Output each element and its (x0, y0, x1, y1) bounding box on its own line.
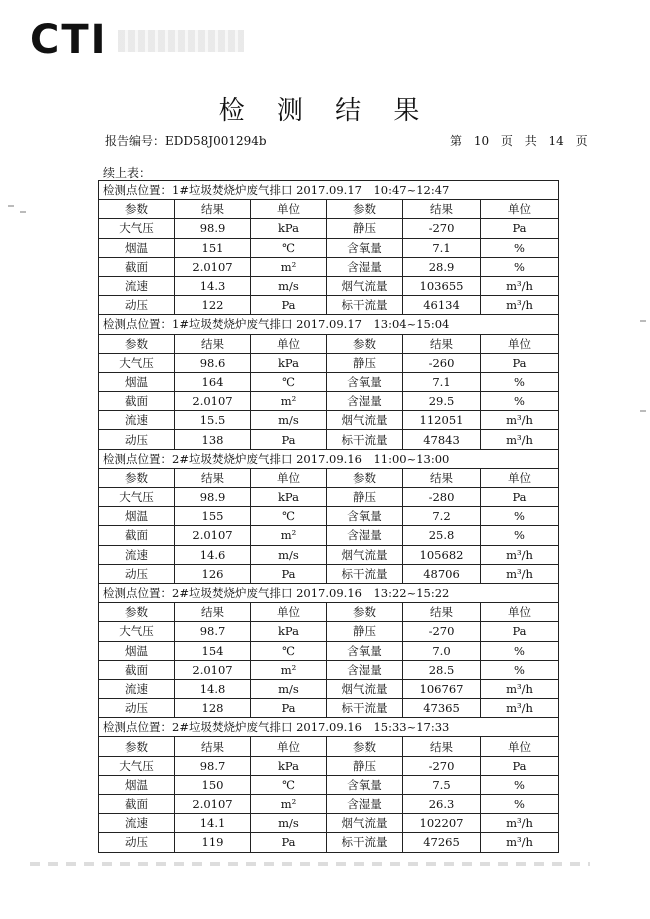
table-cell: 烟温 (99, 238, 175, 257)
table-cell: ℃ (251, 641, 327, 660)
table-cell: m³/h (481, 430, 559, 449)
table-cell: % (481, 257, 559, 276)
table-cell: 151 (175, 238, 251, 257)
table-row (99, 526, 559, 545)
column-header: 参数 (327, 603, 403, 622)
table-row (99, 564, 559, 583)
measurement-block (98, 315, 559, 449)
table-cell: 105682 (403, 545, 481, 564)
table-row (99, 488, 559, 507)
column-header: 参数 (327, 468, 403, 487)
table-cell: 46134 (403, 296, 481, 315)
column-header: 结果 (403, 603, 481, 622)
location-row: 检测点位置：1#垃圾焚烧炉废气排口 2017.09.17 13:04~15:04 (99, 315, 559, 334)
table-cell: 烟气流量 (327, 411, 403, 430)
table-row (99, 756, 559, 775)
table-cell: kPa (251, 488, 327, 507)
table-cell: 标干流量 (327, 296, 403, 315)
table-row (99, 276, 559, 295)
table-cell: 静压 (327, 488, 403, 507)
table-cell: 含氧量 (327, 238, 403, 257)
scan-mark (8, 205, 14, 207)
table-cell: 14.3 (175, 276, 251, 295)
table-row (99, 411, 559, 430)
table-cell: -280 (403, 488, 481, 507)
table-cell: 大气压 (99, 219, 175, 238)
table-cell: 2.0107 (175, 257, 251, 276)
column-header: 参数 (327, 737, 403, 756)
table-cell: 流速 (99, 545, 175, 564)
table-cell: 烟温 (99, 641, 175, 660)
table-cell: 14.8 (175, 679, 251, 698)
table-cell: 截面 (99, 795, 175, 814)
logo-faint-text (118, 30, 244, 52)
column-header: 单位 (481, 334, 559, 353)
table-cell: m/s (251, 679, 327, 698)
table-cell: 烟气流量 (327, 814, 403, 833)
table-cell: 15.5 (175, 411, 251, 430)
column-header: 参数 (99, 334, 175, 353)
table-cell: 7.2 (403, 507, 481, 526)
table-cell: 标干流量 (327, 833, 403, 852)
table-cell: m³/h (481, 545, 559, 564)
table-cell: 25.8 (403, 526, 481, 545)
table-row (99, 507, 559, 526)
table-cell: % (481, 238, 559, 257)
table-cell: m/s (251, 276, 327, 295)
table-row (99, 679, 559, 698)
table-cell: 2.0107 (175, 392, 251, 411)
table-cell: Pa (251, 296, 327, 315)
table-cell: 流速 (99, 814, 175, 833)
footer-scan-noise (30, 862, 590, 866)
table-cell: kPa (251, 219, 327, 238)
column-header: 单位 (251, 200, 327, 219)
column-header: 参数 (327, 200, 403, 219)
column-header: 结果 (175, 200, 251, 219)
measurement-block (98, 450, 559, 584)
table-cell: -260 (403, 353, 481, 372)
table-cell: 47843 (403, 430, 481, 449)
column-header: 参数 (99, 200, 175, 219)
column-header: 单位 (251, 334, 327, 353)
table-cell: 29.5 (403, 392, 481, 411)
table-cell: m³/h (481, 679, 559, 698)
table-row (99, 699, 559, 718)
scan-mark (640, 320, 646, 322)
table-cell: % (481, 775, 559, 794)
table-cell: 含氧量 (327, 507, 403, 526)
column-header: 结果 (175, 468, 251, 487)
table-cell: 静压 (327, 353, 403, 372)
table-cell: 含湿量 (327, 526, 403, 545)
table-cell: Pa (481, 488, 559, 507)
table-row (99, 353, 559, 372)
table-cell: 含氧量 (327, 372, 403, 391)
table-cell: 动压 (99, 564, 175, 583)
table-cell: m³/h (481, 814, 559, 833)
column-header: 结果 (403, 468, 481, 487)
table-row (99, 641, 559, 660)
table-cell: 含氧量 (327, 641, 403, 660)
table-cell: 烟温 (99, 372, 175, 391)
table-cell: 截面 (99, 257, 175, 276)
table-cell: 大气压 (99, 353, 175, 372)
table-cell: Pa (481, 756, 559, 775)
column-header: 单位 (251, 737, 327, 756)
table-cell: 标干流量 (327, 699, 403, 718)
table-cell: -270 (403, 756, 481, 775)
table-cell: m³/h (481, 699, 559, 718)
table-cell: 截面 (99, 392, 175, 411)
table-cell: 静压 (327, 756, 403, 775)
table-cell: 标干流量 (327, 564, 403, 583)
column-header: 结果 (403, 200, 481, 219)
location-row: 检测点位置：2#垃圾焚烧炉废气排口 2017.09.16 15:33~17:33 (99, 718, 559, 737)
table-row (99, 430, 559, 449)
column-header: 结果 (175, 334, 251, 353)
table-cell: -270 (403, 219, 481, 238)
table-cell: 烟气流量 (327, 545, 403, 564)
column-header: 单位 (251, 468, 327, 487)
measurement-block (98, 718, 559, 852)
table-cell: 截面 (99, 526, 175, 545)
table-cell: 98.9 (175, 488, 251, 507)
table-cell: 7.1 (403, 238, 481, 257)
table-cell: m³/h (481, 296, 559, 315)
table-cell: 14.6 (175, 545, 251, 564)
table-cell: 大气压 (99, 488, 175, 507)
table-row (99, 219, 559, 238)
table-row (99, 814, 559, 833)
table-cell: kPa (251, 622, 327, 641)
table-cell: 烟气流量 (327, 679, 403, 698)
table-row (99, 296, 559, 315)
column-header: 参数 (99, 468, 175, 487)
table-cell: -270 (403, 622, 481, 641)
table-cell: 大气压 (99, 756, 175, 775)
table-cell: % (481, 641, 559, 660)
scan-mark (20, 211, 26, 213)
table-cell: 动压 (99, 296, 175, 315)
table-cell: 动压 (99, 699, 175, 718)
table-cell: 128 (175, 699, 251, 718)
table-cell: m³/h (481, 276, 559, 295)
table-cell: 103655 (403, 276, 481, 295)
table-cell: m² (251, 392, 327, 411)
table-cell: % (481, 795, 559, 814)
table-cell: % (481, 660, 559, 679)
table-cell: 含湿量 (327, 257, 403, 276)
table-cell: 28.9 (403, 257, 481, 276)
table-cell: m/s (251, 411, 327, 430)
table-cell: Pa (481, 622, 559, 641)
table-cell: 106767 (403, 679, 481, 698)
table-cell: Pa (251, 699, 327, 718)
table-cell: 2.0107 (175, 795, 251, 814)
table-row (99, 795, 559, 814)
table-row (99, 833, 559, 852)
table-cell: % (481, 526, 559, 545)
location-row: 检测点位置：2#垃圾焚烧炉废气排口 2017.09.16 11:00~13:00 (99, 450, 559, 469)
table-cell: 155 (175, 507, 251, 526)
table-row (99, 238, 559, 257)
column-header: 结果 (175, 603, 251, 622)
table-row (99, 257, 559, 276)
table-cell: 119 (175, 833, 251, 852)
table-cell: 98.6 (175, 353, 251, 372)
table-cell: 164 (175, 372, 251, 391)
location-row: 检测点位置：1#垃圾焚烧炉废气排口 2017.09.17 10:47~12:47 (99, 181, 559, 200)
column-header: 单位 (481, 603, 559, 622)
table-cell: 含湿量 (327, 795, 403, 814)
measurement-block (98, 180, 559, 315)
table-cell: 122 (175, 296, 251, 315)
table-cell: % (481, 507, 559, 526)
table-cell: 47265 (403, 833, 481, 852)
column-header: 单位 (481, 737, 559, 756)
table-cell: 48706 (403, 564, 481, 583)
table-cell: 47365 (403, 699, 481, 718)
page-info: 第 10 页 共 14 页 (450, 134, 588, 148)
table-cell: 150 (175, 775, 251, 794)
column-header: 单位 (481, 468, 559, 487)
table-cell: Pa (251, 833, 327, 852)
table-cell: 烟温 (99, 507, 175, 526)
table-cell: 28.5 (403, 660, 481, 679)
column-header: 结果 (403, 334, 481, 353)
table-cell: m/s (251, 814, 327, 833)
table-cell: Pa (481, 353, 559, 372)
table-cell: 102207 (403, 814, 481, 833)
table-cell: 静压 (327, 219, 403, 238)
table-cell: Pa (481, 219, 559, 238)
scan-mark (640, 410, 646, 412)
table-cell: 含湿量 (327, 392, 403, 411)
column-header: 单位 (481, 200, 559, 219)
table-cell: 154 (175, 641, 251, 660)
table-row (99, 622, 559, 641)
table-cell: 动压 (99, 430, 175, 449)
table-row (99, 372, 559, 391)
table-cell: m² (251, 526, 327, 545)
table-cell: 大气压 (99, 622, 175, 641)
table-cell: ℃ (251, 372, 327, 391)
table-cell: 烟气流量 (327, 276, 403, 295)
table-cell: % (481, 372, 559, 391)
table-cell: 流速 (99, 679, 175, 698)
table-cell: 静压 (327, 622, 403, 641)
table-cell: m/s (251, 545, 327, 564)
table-cell: m³/h (481, 411, 559, 430)
table-row (99, 545, 559, 564)
continued-label: 续上表： (103, 166, 152, 180)
table-cell: ℃ (251, 775, 327, 794)
table-cell: 流速 (99, 411, 175, 430)
company-logo: CTI (30, 17, 108, 63)
table-cell: 7.0 (403, 641, 481, 660)
table-cell: 烟温 (99, 775, 175, 794)
column-header: 结果 (403, 737, 481, 756)
table-cell: m³/h (481, 833, 559, 852)
table-cell: m² (251, 660, 327, 679)
table-cell: 98.7 (175, 756, 251, 775)
table-cell: 流速 (99, 276, 175, 295)
table-cell: 26.3 (403, 795, 481, 814)
table-cell: 2.0107 (175, 526, 251, 545)
table-cell: 14.1 (175, 814, 251, 833)
table-cell: ℃ (251, 238, 327, 257)
column-header: 单位 (251, 603, 327, 622)
table-cell: m² (251, 795, 327, 814)
table-cell: 标干流量 (327, 430, 403, 449)
measurement-block (98, 584, 559, 718)
column-header: 参数 (99, 603, 175, 622)
table-cell: 138 (175, 430, 251, 449)
table-cell: 动压 (99, 833, 175, 852)
report-number: 报告编号：EDD58J001294b (105, 134, 267, 148)
table-cell: 7.5 (403, 775, 481, 794)
table-cell: ℃ (251, 507, 327, 526)
table-cell: 含湿量 (327, 660, 403, 679)
table-row (99, 660, 559, 679)
table-row (99, 392, 559, 411)
table-cell: kPa (251, 353, 327, 372)
table-cell: 112051 (403, 411, 481, 430)
table-cell: Pa (251, 430, 327, 449)
column-header: 参数 (327, 334, 403, 353)
table-cell: 2.0107 (175, 660, 251, 679)
table-cell: 含氧量 (327, 775, 403, 794)
page-title: 检 测 结 果 (218, 96, 432, 126)
location-row: 检测点位置：2#垃圾焚烧炉废气排口 2017.09.16 13:22~15:22 (99, 584, 559, 603)
table-cell: % (481, 392, 559, 411)
table-cell: m² (251, 257, 327, 276)
table-cell: Pa (251, 564, 327, 583)
table-cell: 98.9 (175, 219, 251, 238)
table-cell: 98.7 (175, 622, 251, 641)
table-row (99, 775, 559, 794)
table-cell: 126 (175, 564, 251, 583)
table-cell: 7.1 (403, 372, 481, 391)
table-cell: 截面 (99, 660, 175, 679)
table-cell: m³/h (481, 564, 559, 583)
results-tables (98, 180, 558, 853)
column-header: 参数 (99, 737, 175, 756)
table-cell: kPa (251, 756, 327, 775)
column-header: 结果 (175, 737, 251, 756)
